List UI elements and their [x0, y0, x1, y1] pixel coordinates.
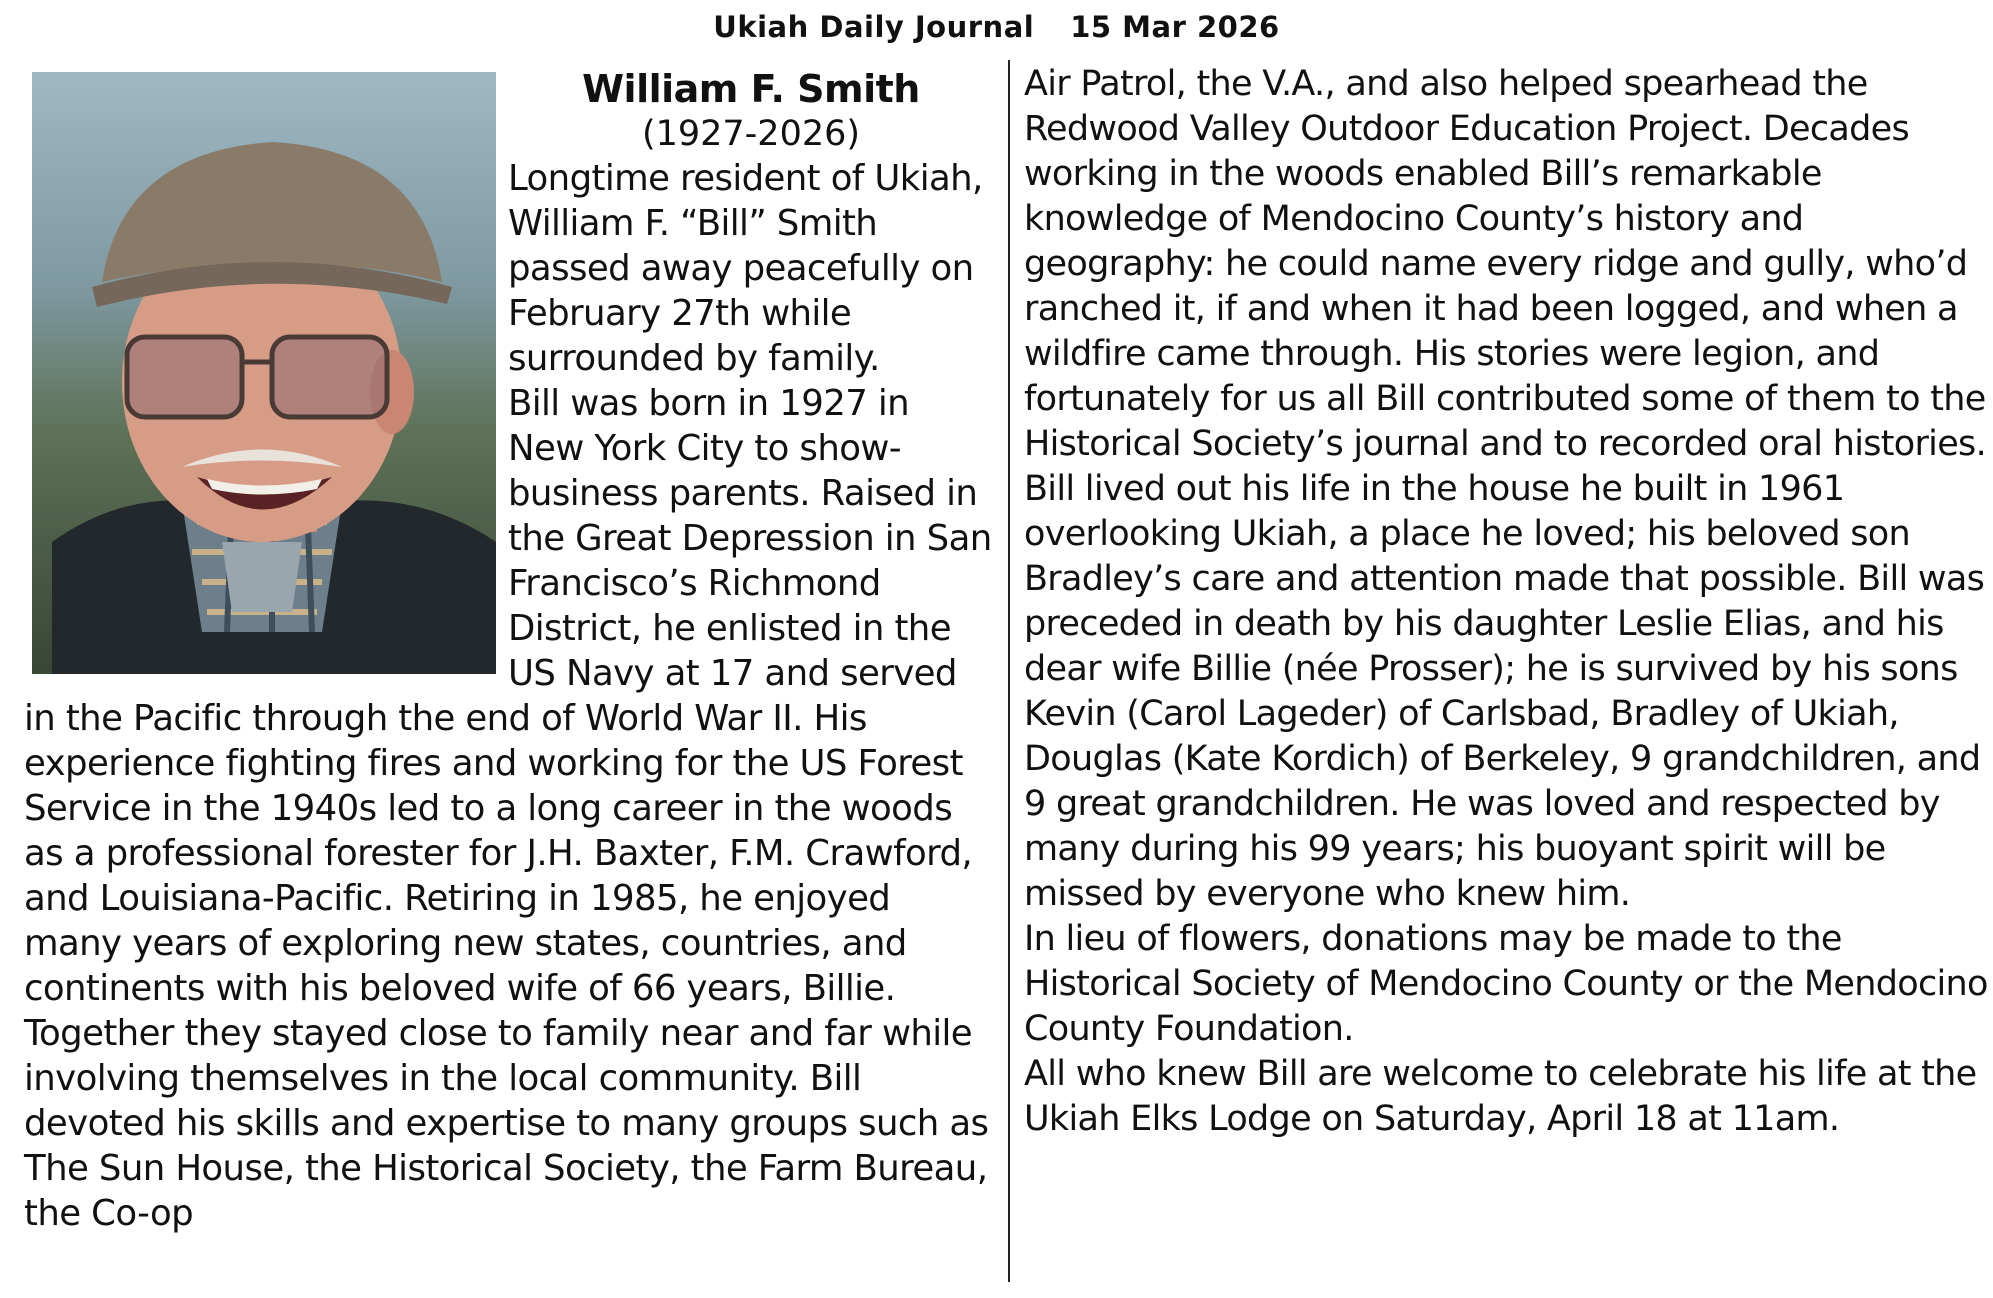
publication-date: 15 Mar 2026 — [1070, 10, 1280, 44]
portrait-photo — [32, 72, 496, 674]
deceased-name: William F. Smith — [582, 67, 920, 111]
obituary-paragraph: Bill lived out his life in the house he built in 1961 overlooking Ukiah, a place he loved; his beloved son Bradley’s care and attention made that possible. Bill was preceded in death by his daughter Leslie Elias, and his dear wife Billie (née Prosser); he is survived by his sons Kevin (Carol Lageder) of Carlsbad, Bradley of Ukiah, Douglas (Kate Kordich) of Berkeley, 9 grandchildren, and 9 great grandchildren. He was loved and respected by many during his 99 years; his buoyant spirit will be missed by everyone who knew him. — [1024, 469, 1985, 914]
portrait-illustration — [32, 72, 496, 674]
life-years: (1927-2026) — [641, 114, 861, 154]
left-column — [24, 66, 994, 1236]
newspaper-name: Ukiah Daily Journal — [713, 10, 1035, 44]
right-column — [1024, 62, 1989, 1142]
donations-paragraph: In lieu of flowers, donations may be made to the Historical Society of Mendocino County or the Mendocino County Foundation. — [1024, 919, 1988, 1049]
obituary-paragraph: Bill was born in 1927 in New York City to show-business parents. Raised in the Great Depression in San Francisco’s Richmond District, he enlisted in the US Navy at 17 and served in the Pacific through the end of World War II. His experience fighting fires and working for the US Forest Service in the 1940s led to a long career in the woods as a professional forester for J.H. Baxter, F.M. Crawford, and Louisiana-Pacific. Retiring in 1985, he enjoyed many years of exploring new states, countries, and continents with his beloved wife of 66 years, Billie. Together they stayed close to family near and far while involving themselves in the local community. Bill devoted his skills and expertise to many groups such as The Sun House, the Historical Society, the Farm Bureau, the Co-op — [24, 383, 992, 1234]
obituary-paragraph: Air Patrol, the V.A., and also helped spearhead the Redwood Valley Outdoor Education Project. Decades working in the woods enabled Bill’s remarkable knowledge of Mendocino County’s history and geography: he could name every ridge and gully, who’d ranched it, if and when it had been logged, and when a wildfire came through. His stories were legion, and fortunately for us all Bill contributed some of them to the Historical Society’s journal and to recorded oral histories. — [1024, 64, 1986, 464]
obituary-heading — [508, 66, 994, 156]
masthead — [0, 10, 1993, 44]
column-divider — [1008, 60, 1010, 1282]
celebration-paragraph: All who knew Bill are welcome to celebrate his life at the Ukiah Elks Lodge on Saturday, April 18 at 11am. — [1024, 1054, 1977, 1139]
obituary-paragraph: Longtime resident of Ukiah, William F. “Bill” Smith passed away peacefully on February 27th while surrounded by family. — [508, 158, 983, 379]
